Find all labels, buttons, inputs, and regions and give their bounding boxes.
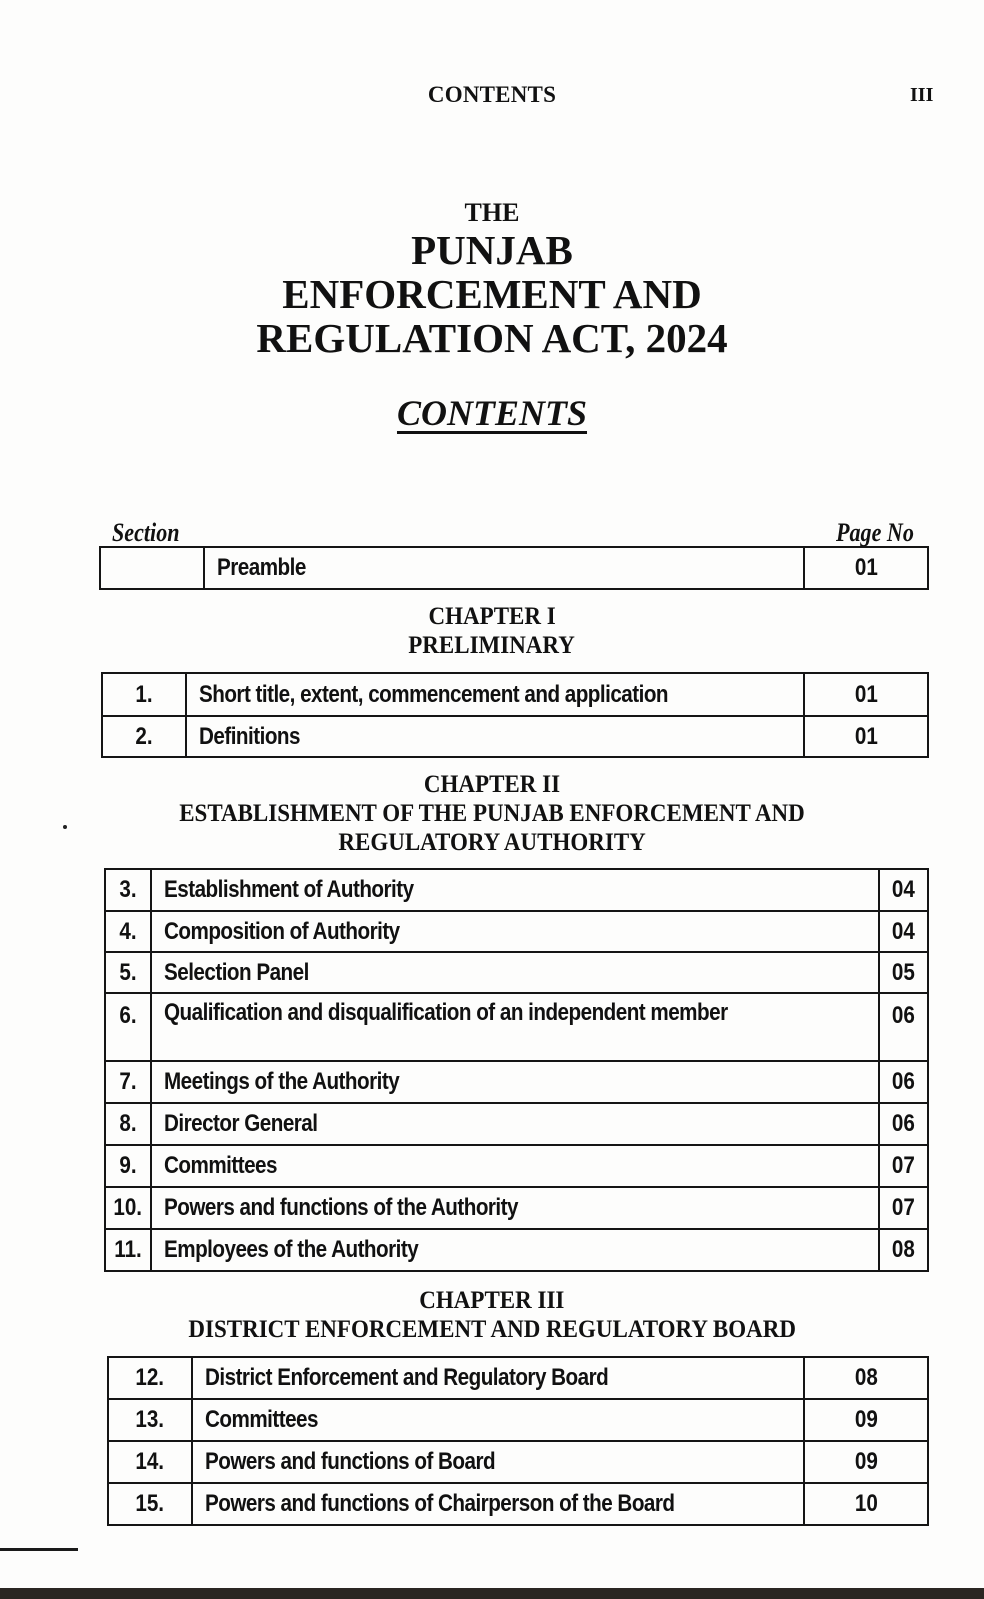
- section-page: 08: [804, 1357, 928, 1399]
- table-row[interactable]: [105, 1187, 928, 1229]
- title-line-1: PUNJAB: [411, 227, 573, 273]
- chapter-label: CHAPTER III: [419, 1287, 565, 1314]
- section-page: 06: [879, 993, 928, 1061]
- section-title[interactable]: Qualification and disqualification of an independent member: [151, 993, 879, 1061]
- chapter-3-table: [107, 1356, 929, 1526]
- section-page: 10: [804, 1483, 928, 1525]
- page-bottom-edge: [0, 1588, 984, 1599]
- page-edge-mark: [0, 1548, 78, 1551]
- section-title[interactable]: District Enforcement and Regulatory Board: [192, 1357, 804, 1399]
- table-row[interactable]: [105, 1061, 928, 1103]
- column-header-page-no: Page No: [836, 518, 914, 547]
- section-number: 10.: [105, 1187, 151, 1229]
- section-page: 06: [879, 1061, 928, 1103]
- section-title[interactable]: Meetings of the Authority: [151, 1061, 879, 1103]
- section-page: 07: [879, 1187, 928, 1229]
- section-number: 1.: [102, 673, 186, 716]
- section-number: 15.: [108, 1483, 192, 1525]
- scan-speck: [63, 825, 67, 829]
- chapter-label: CHAPTER II: [423, 771, 561, 798]
- section-number: 3.: [105, 869, 151, 911]
- section-number: 4.: [105, 911, 151, 952]
- act-title: [0, 198, 984, 360]
- section-title[interactable]: Powers and functions of Board: [192, 1441, 804, 1483]
- table-row[interactable]: [105, 1103, 928, 1145]
- chapter-title-line-2: REGULATORY AUTHORITY: [338, 829, 646, 856]
- table-row[interactable]: [105, 952, 928, 993]
- section-title[interactable]: Director General: [151, 1103, 879, 1145]
- title-line-2: ENFORCEMENT AND: [282, 271, 702, 317]
- table-row[interactable]: [105, 993, 928, 1061]
- section-page: 09: [804, 1399, 928, 1441]
- page-number: III: [910, 84, 934, 106]
- section-title[interactable]: Powers and functions of Chairperson of the Board: [192, 1483, 804, 1525]
- table-row[interactable]: [105, 911, 928, 952]
- section-title[interactable]: Establishment of Authority: [151, 869, 879, 911]
- section-page: 06: [879, 1103, 928, 1145]
- section-title[interactable]: Employees of the Authority: [151, 1229, 879, 1271]
- section-page: 08: [879, 1229, 928, 1271]
- section-number: 13.: [108, 1399, 192, 1441]
- table-row[interactable]: [105, 1229, 928, 1271]
- table-row[interactable]: [102, 716, 928, 757]
- section-page: 04: [879, 869, 928, 911]
- chapter-1-heading: [0, 602, 984, 660]
- table-row[interactable]: [108, 1399, 928, 1441]
- section-number: 12.: [108, 1357, 192, 1399]
- chapter-title: DISTRICT ENFORCEMENT AND REGULATORY BOARD: [188, 1316, 796, 1343]
- running-head: CONTENTS: [427, 82, 557, 107]
- section-title[interactable]: Powers and functions of the Authority: [151, 1187, 879, 1229]
- title-the: THE: [464, 198, 520, 227]
- table-row[interactable]: [105, 869, 928, 911]
- title-line-3: REGULATION ACT, 2024: [256, 315, 728, 361]
- table-row[interactable]: [100, 547, 928, 589]
- chapter-2-table: [104, 868, 929, 1272]
- section-page: 01: [804, 716, 928, 757]
- section-page: 01: [804, 673, 928, 716]
- section-title[interactable]: Short title, extent, commencement and application: [186, 673, 804, 716]
- section-number: 2.: [102, 716, 186, 757]
- chapter-label: CHAPTER I: [428, 603, 556, 630]
- section-number: 9.: [105, 1145, 151, 1187]
- section-number: 8.: [105, 1103, 151, 1145]
- section-page: 09: [804, 1441, 928, 1483]
- table-row[interactable]: [102, 673, 928, 716]
- section-number: [100, 547, 204, 589]
- chapter-title-line-1: ESTABLISHMENT OF THE PUNJAB ENFORCEMENT AND: [179, 800, 805, 827]
- section-page: 04: [879, 911, 928, 952]
- section-title[interactable]: Composition of Authority: [151, 911, 879, 952]
- section-number: 14.: [108, 1441, 192, 1483]
- section-title[interactable]: Selection Panel: [151, 952, 879, 993]
- preamble-table: [99, 546, 929, 590]
- section-number: 5.: [105, 952, 151, 993]
- table-row[interactable]: [105, 1145, 928, 1187]
- section-page: 07: [879, 1145, 928, 1187]
- chapter-2-heading: [0, 770, 984, 857]
- section-title[interactable]: Definitions: [186, 716, 804, 757]
- chapter-title: PRELIMINARY: [408, 632, 576, 659]
- contents-heading: CONTENTS: [396, 393, 588, 433]
- section-number: 6.: [105, 993, 151, 1061]
- table-row[interactable]: [108, 1483, 928, 1525]
- column-header-section: Section: [112, 518, 180, 547]
- section-title[interactable]: Committees: [151, 1145, 879, 1187]
- section-title[interactable]: Preamble: [204, 547, 804, 589]
- chapter-3-heading: [0, 1286, 984, 1344]
- section-number: 11.: [105, 1229, 151, 1271]
- section-page: 01: [804, 547, 928, 589]
- section-title[interactable]: Committees: [192, 1399, 804, 1441]
- section-page: 05: [879, 952, 928, 993]
- table-row[interactable]: [108, 1357, 928, 1399]
- section-number: 7.: [105, 1061, 151, 1103]
- table-row[interactable]: [108, 1441, 928, 1483]
- chapter-1-table: [101, 672, 929, 758]
